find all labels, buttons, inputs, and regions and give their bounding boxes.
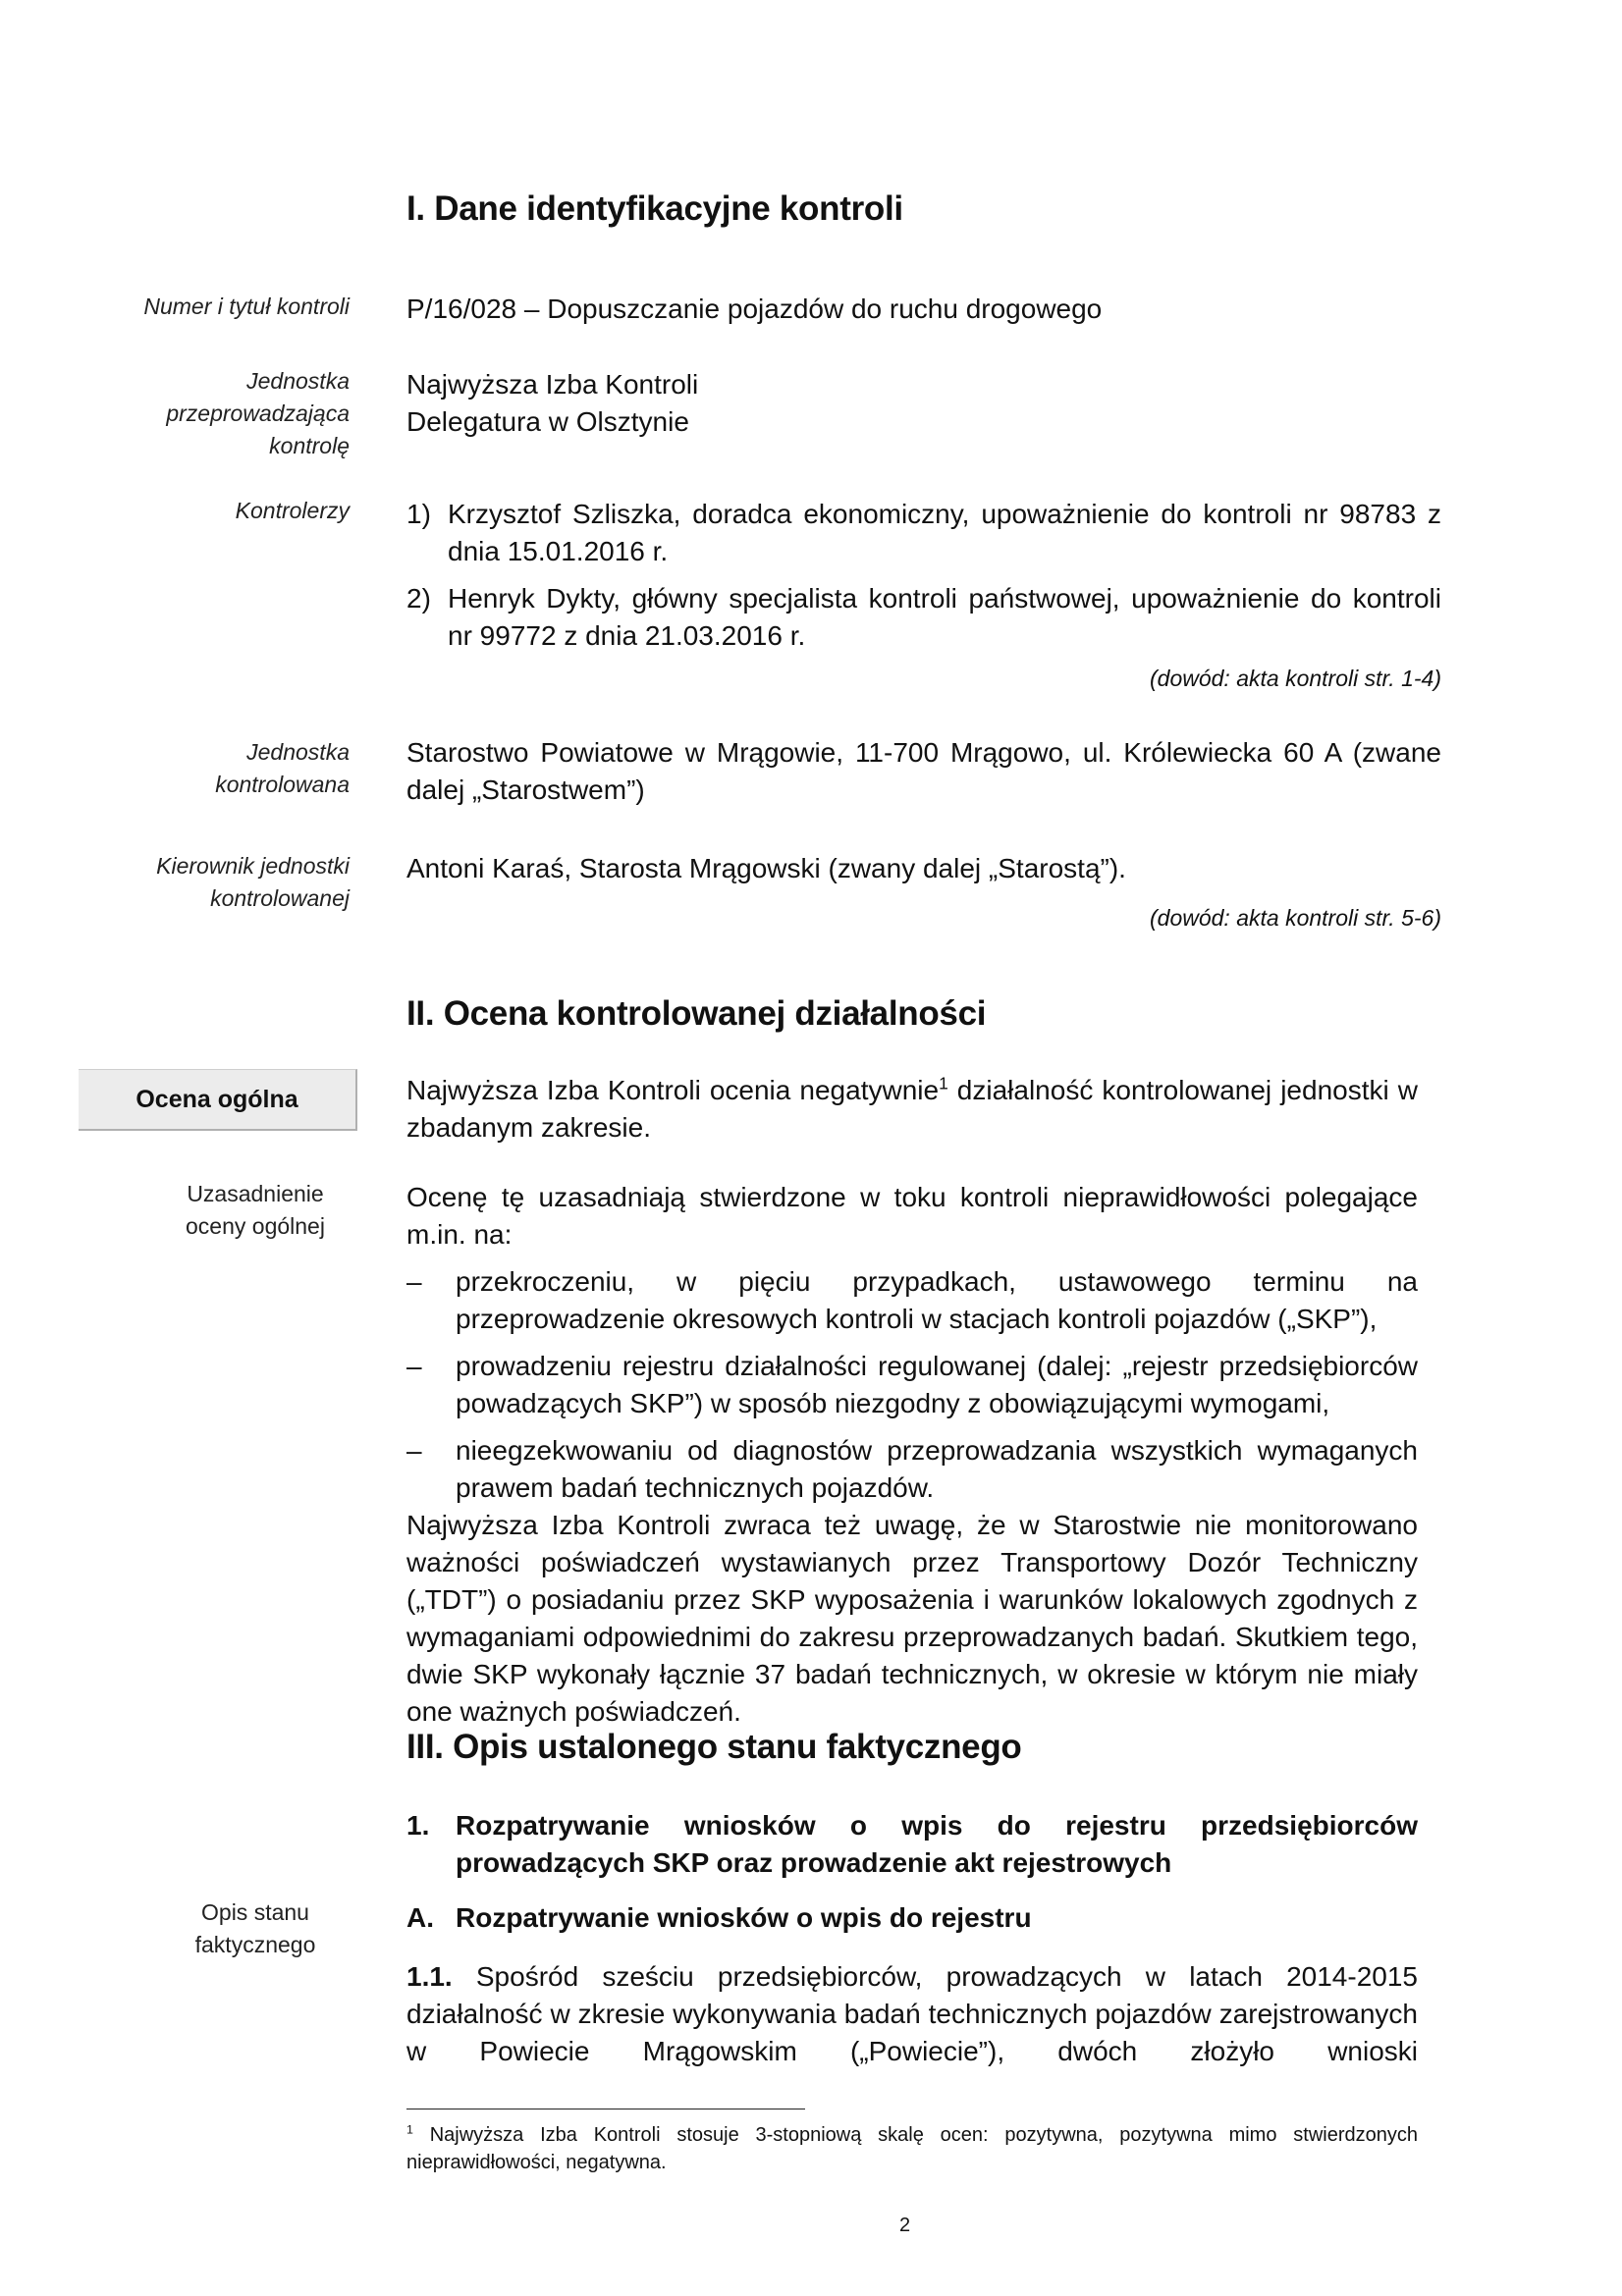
subsection-text: Rozpatrywanie wniosków o wpis do rejestru przedsiębiorców prowadzących SKP oraz prowadzenie akt rejestrowych [456,1810,1418,1878]
justification-intro: Ocenę tę uzasadniają stwierdzone w toku kontroli nieprawidłowości polegające m.in. na: [406,1182,1418,1250]
subsection-a [406,1899,1441,1937]
controllers-list [406,496,1441,655]
controlled-unit: Starostwo Powiatowe w Mrągowie, 11-700 Mrągowo, ul. Królewiecka 60 A (zwane dalej „Starostwem”) [406,737,1441,805]
controller-item [406,496,1441,570]
justification [406,1179,1418,1731]
label-controlled-unit [55,736,350,801]
control-number-title: P/16/028 – Dopuszczanie pojazdów do ruchu drogowego [406,294,1103,324]
subsection-number: A. [406,1902,434,1933]
label-line: Kierownik jednostki [156,853,350,879]
assessment-after: działalność kontrolowanej jednostki w zbadanym zakresie. [406,1075,1418,1143]
label-unit-head [55,850,350,915]
evidence-note: (dowód: akta kontroli str. 1-4) [1150,666,1441,691]
label-line: Uzasadnienie [187,1181,324,1206]
evidence-note: (dowód: akta kontroli str. 5-6) [1150,905,1441,931]
label-line: Jednostka [246,739,350,765]
closing-paragraph: Najwyższa Izba Kontroli zwraca też uwagę, że w Starostwie nie monitorowano ważności poświadczeń wystawianych przez Transportowy Dozór Techniczny („TDT”) o posiadaniu przez SKP wyposażenia i warunków lokalowych zgodnych z wymaganiami odpowiednimi do zakresu przeprowadzanych badań. Skutkiem tego, dwie SKP wykonały łącznie 37 badań technicznych, w okresie w którym nie miały one ważnych poświadczeń. [406,1510,1418,1727]
label-line: przeprowadzająca [166,400,350,426]
paragraph-number: 1.1. [406,1961,453,1992]
item-text: Krzysztof Szliszka, doradca ekonomiczny, upoważnienie do kontroli nr 98783 z dnia 15.01.2016 r. [448,499,1441,566]
label-line: faktycznego [194,1932,316,1957]
subsection-heading [406,1899,1441,1937]
finding-text: prowadzeniu rejestru działalności regulowanej (dalej: „rejestr przedsiębiorców powadzących SKP”) w sposób niezgodny z obowiązującymi wymogami, [456,1351,1418,1418]
label-line: oceny ogólnej [186,1213,325,1239]
paragraph-text: Spośród sześciu przedsiębiorców, prowadzących w latach 2014-2015 działalność w zkresie wykonywania badań technicznych pojazdów zarejstrowanych w Powiecie Mrągowskim („Powiecie”), dwóch złożyło wnioski [406,1961,1418,2066]
dash-bullet: – [406,1266,422,1297]
footnote [406,2121,1418,2176]
conducting-unit-line: Najwyższa Izba Kontroli [406,369,699,400]
subsection-text: Rozpatrywanie wniosków o wpis do rejestru [456,1902,1032,1933]
controller-item [406,580,1441,655]
unit-head: Antoni Karaś, Starosta Mrągowski (zwany dalej „Starostą”). [406,853,1126,883]
label-justification [147,1178,363,1243]
item-number: 2) [406,583,431,614]
footnote-mark: 1 [406,2122,413,2137]
section-3-heading: III. Opis ustalonego stanu faktycznego [406,1728,1022,1766]
section-1-heading: I. Dane identyfikacyjne kontroli [406,189,903,228]
assessment-before: Najwyższa Izba Kontroli ocenia negatywnie [406,1075,940,1105]
page-number: 2 [899,2215,911,2236]
conducting-unit-line: Delegatura w Olsztynie [406,406,689,437]
conducting-unit [406,366,1441,441]
item-number: 1) [406,499,431,529]
label-line: kontrolowanej [210,885,350,911]
label-factual-state [147,1896,363,1961]
finding-item [406,1432,1418,1507]
footnote-ref: 1 [939,1073,948,1094]
subsection-1 [406,1807,1418,1882]
finding-text: przekroczeniu, w pięciu przypadkach, ustawowego terminu na przeprowadzenie okresowych kontroli w stacjach kontroli pojazdów („SKP”), [456,1266,1418,1334]
label-controllers: Kontrolerzy [235,498,350,523]
dash-bullet: – [406,1435,422,1466]
item-text: Henryk Dykty, główny specjalista kontroli państwowej, upoważnienie do kontroli nr 99772 z dnia 21.03.2016 r. [448,583,1441,651]
dash-bullet: – [406,1351,422,1381]
label-line: kontrolę [269,433,350,458]
label-line: Jednostka [246,368,350,394]
overall-assessment-box: Ocena ogólna [79,1069,357,1131]
finding-text: nieegzekwowaniu od diagnostów przeprowadzania wszystkich wymaganych prawem badań technicznych pojazdów. [456,1435,1418,1503]
label-line: kontrolowana [215,772,350,797]
footnote-text: Najwyższa Izba Kontroli stosuje 3-stopniową skalę ocen: pozytywna, pozytywna mimo stwierdzonych nieprawidłowości, negatywna. [406,2124,1418,2173]
subsection-number: 1. [406,1810,430,1841]
finding-item [406,1263,1418,1338]
section-2-heading: II. Ocena kontrolowanej działalności [406,994,987,1033]
finding-item [406,1348,1418,1422]
label-control-number: Numer i tytuł kontroli [143,294,350,319]
assessment-text [406,1072,1418,1147]
label-conducting-unit [55,365,350,462]
label-line: Opis stanu [201,1899,309,1925]
subsection-heading [406,1807,1418,1882]
paragraph-1-1 [406,1958,1418,2070]
